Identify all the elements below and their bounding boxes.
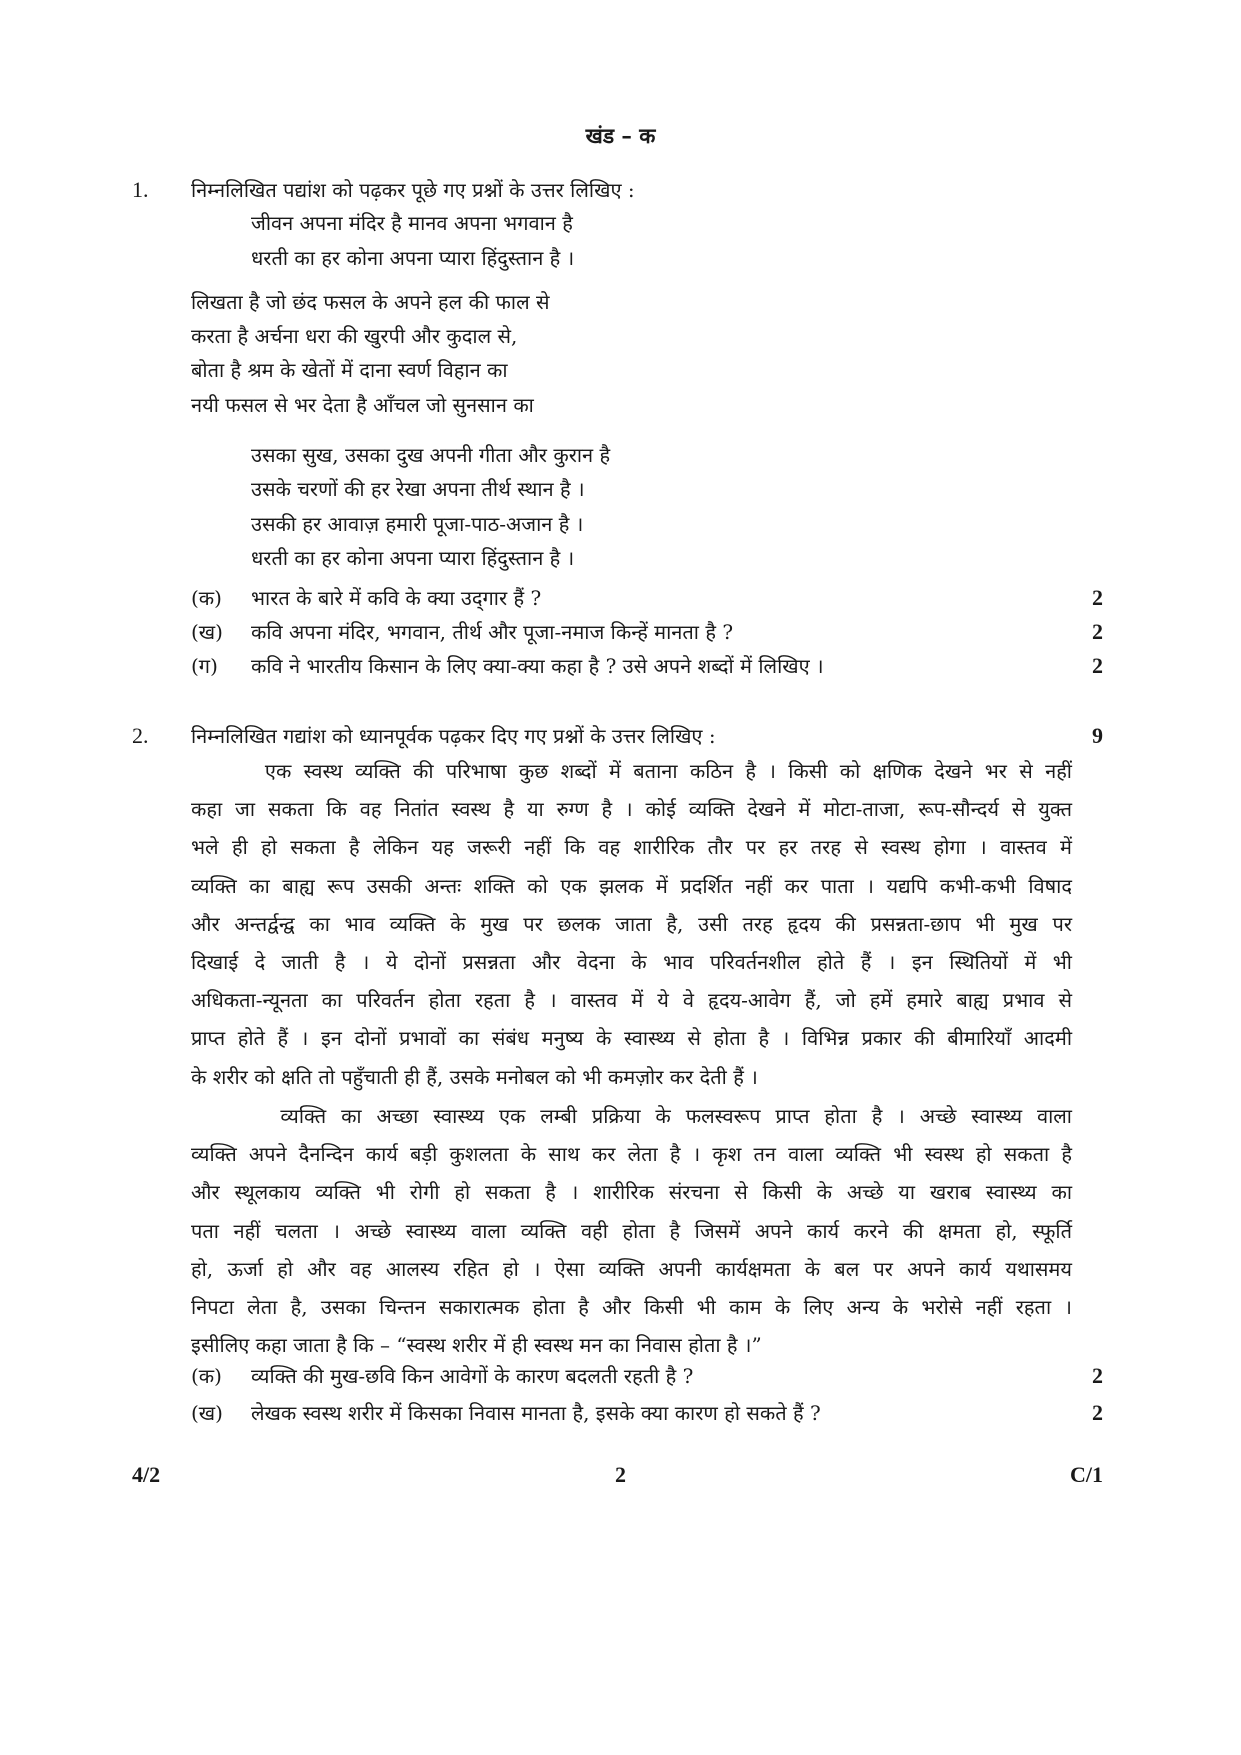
poem-line: उसके चरणों की हर रेखा अपना तीर्थ स्थान है । <box>251 477 585 501</box>
subquestion-label: (ख) <box>191 1401 223 1425</box>
passage-line: हो, ऊर्जा हो और वह आलस्य रहित हो । ऐसा व्यक्ति अपनी कार्यक्षमता के बल पर अपने कार्य यथासमय <box>191 1256 1072 1281</box>
passage-line: भले ही हो सकता है लेकिन यह जरूरी नहीं कि वह शारीरिक तौर पर हर तरह से स्वस्थ होगा । वास्तव में <box>191 835 1072 860</box>
passage-line: इसीलिए कहा जाता है कि – “स्वस्थ शरीर में ही स्वस्थ मन का निवास होता है ।” <box>191 1333 762 1358</box>
passage-line: व्यक्ति का बाह्य रूप उसकी अन्तः शक्ति को एक झलक में प्रदर्शित नहीं कर पाता । यद्यपि कभी-कभी विषाद <box>191 873 1072 898</box>
passage-line: अधिकता-न्यूनता का परिवर्तन होता रहता है । वास्तव में ये वे हृदय-आवेग हैं, जो हमें हमारे बाह्य प्रभाव से <box>191 988 1072 1013</box>
poem-line: धरती का हर कोना अपना प्यारा हिंदुस्तान है । <box>251 246 575 270</box>
passage-paragraph-2 <box>191 1097 1072 1364</box>
subquestion-label: (ख) <box>191 620 223 644</box>
page-number: 2 <box>615 1462 626 1487</box>
passage-paragraph-1 <box>191 752 1072 1096</box>
subquestion-text: कवि अपना मंदिर, भगवान, तीर्थ और पूजा-नमाज किन्हें मानता है ? <box>251 620 734 644</box>
question-2-instruction: निम्नलिखित गद्यांश को ध्यानपूर्वक पढ़कर दिए गए प्रश्नों के उत्तर लिखिए : <box>191 724 716 748</box>
question-1-instruction: निम्नलिखित पद्यांश को पढ़कर पूछे गए प्रश्नों के उत्तर लिखिए : <box>191 178 635 202</box>
poem-line: धरती का हर कोना अपना प्यारा हिंदुस्तान है । <box>251 546 575 570</box>
passage-line: व्यक्ति का अच्छा स्वास्थ्य एक लम्बी प्रक्रिया के फलस्वरूप प्राप्त होता है । अच्छे स्वास्थ्य वाला <box>191 1104 1072 1128</box>
question-1-number: 1. <box>132 177 149 202</box>
footer-code: 4/2 <box>132 1462 161 1487</box>
subquestion-label: (क) <box>191 586 222 610</box>
passage-line: पता नहीं चलता । अच्छे स्वास्थ्य वाला व्यक्ति वही होता है जिसमें अपने कार्य करने की क्षमता हो, स्फूर्ति <box>191 1218 1072 1243</box>
poem-line: नयी फसल से भर देता है आँचल जो सुनसान का <box>191 393 534 417</box>
poem-line: उसका सुख, उसका दुख अपनी गीता और कुरान है <box>251 443 611 467</box>
passage-line: कहा जा सकता कि वह नितांत स्वस्थ है या रुग्ण है । कोई व्यक्ति देखने में मोटा-ताजा, रूप-सौन्दर्य से युक्त <box>191 797 1072 822</box>
passage-line: प्राप्त होते हैं । इन दोनों प्रभावों का संबंध मनुष्य के स्वास्थ्य से होता है । विभिन्न प्रकार की बीमारियाँ आदमी <box>191 1026 1072 1051</box>
poem-line: बोता है श्रम के खेतों में दाना स्वर्ण विहान का <box>191 358 508 382</box>
section-heading: खंड – क <box>585 123 656 148</box>
passage-line: दिखाई दे जाती है । ये दोनों प्रसन्नता और वेदना के भाव परिवर्तनशील होते हैं । इन स्थितियों में भी <box>191 950 1072 975</box>
subquestion-text: लेखक स्वस्थ शरीर में किसका निवास मानता है, इसके क्या कारण हो सकते हैं ? <box>251 1401 821 1425</box>
passage-line: और स्थूलकाय व्यक्ति भी रोगी हो सकता है । शारीरिक संरचना से किसी के अच्छे या खराब स्वास्थ्य का <box>191 1180 1072 1205</box>
footer-set-code: C/1 <box>1070 1462 1103 1487</box>
marks-value: 2 <box>1092 619 1103 644</box>
subquestion-label: (क) <box>191 1364 222 1388</box>
passage-line: एक स्वस्थ व्यक्ति की परिभाषा कुछ शब्दों में बताना कठिन है । किसी को क्षणिक देखने भर से नहीं <box>191 759 1072 783</box>
passage-line: व्यक्ति अपने दैनन्दिन कार्य बड़ी कुशलता के साथ कर लेता है । कृश तन वाला व्यक्ति भी स्वस्थ हो सकता है <box>191 1142 1072 1167</box>
poem-line: जीवन अपना मंदिर है मानव अपना भगवान है <box>251 211 573 235</box>
subquestion-text: व्यक्ति की मुख-छवि किन आवेगों के कारण बदलती रहती है ? <box>251 1364 694 1388</box>
marks-value: 2 <box>1092 1363 1103 1388</box>
passage-line: और अन्तर्द्वन्द्व का भाव व्यक्ति के मुख पर छलक जाता है, उसी तरह हृदय की प्रसन्नता-छाप भी मुख पर <box>191 911 1072 936</box>
poem-line: उसकी हर आवाज़ हमारी पूजा-पाठ-अजान है । <box>251 512 584 536</box>
passage-line: निपटा लेता है, उसका चिन्तन सकारात्मक होता है और किसी भी काम के लिए अन्य के भरोसे नहीं रहता । <box>191 1295 1072 1320</box>
question-2-number: 2. <box>132 723 149 748</box>
subquestion-text: कवि ने भारतीय किसान के लिए क्या-क्या कहा है ? उसे अपने शब्दों में लिखिए । <box>251 654 824 678</box>
marks-value: 2 <box>1092 653 1103 678</box>
subquestion-label: (ग) <box>191 654 218 678</box>
question-2-marks: 9 <box>1092 723 1103 748</box>
marks-value: 2 <box>1092 1400 1103 1425</box>
subquestion-text: भारत के बारे में कवि के क्या उद्‌गार हैं ? <box>251 586 542 610</box>
poem-line: करता है अर्चना धरा की खुरपी और कुदाल से, <box>191 324 518 348</box>
marks-value: 2 <box>1092 585 1103 610</box>
poem-line: लिखता है जो छंद फसल के अपने हल की फाल से <box>191 290 550 314</box>
passage-line: के शरीर को क्षति तो पहुँचाती ही हैं, उसके मनोबल को भी कमज़ोर कर देती हैं । <box>191 1064 758 1089</box>
